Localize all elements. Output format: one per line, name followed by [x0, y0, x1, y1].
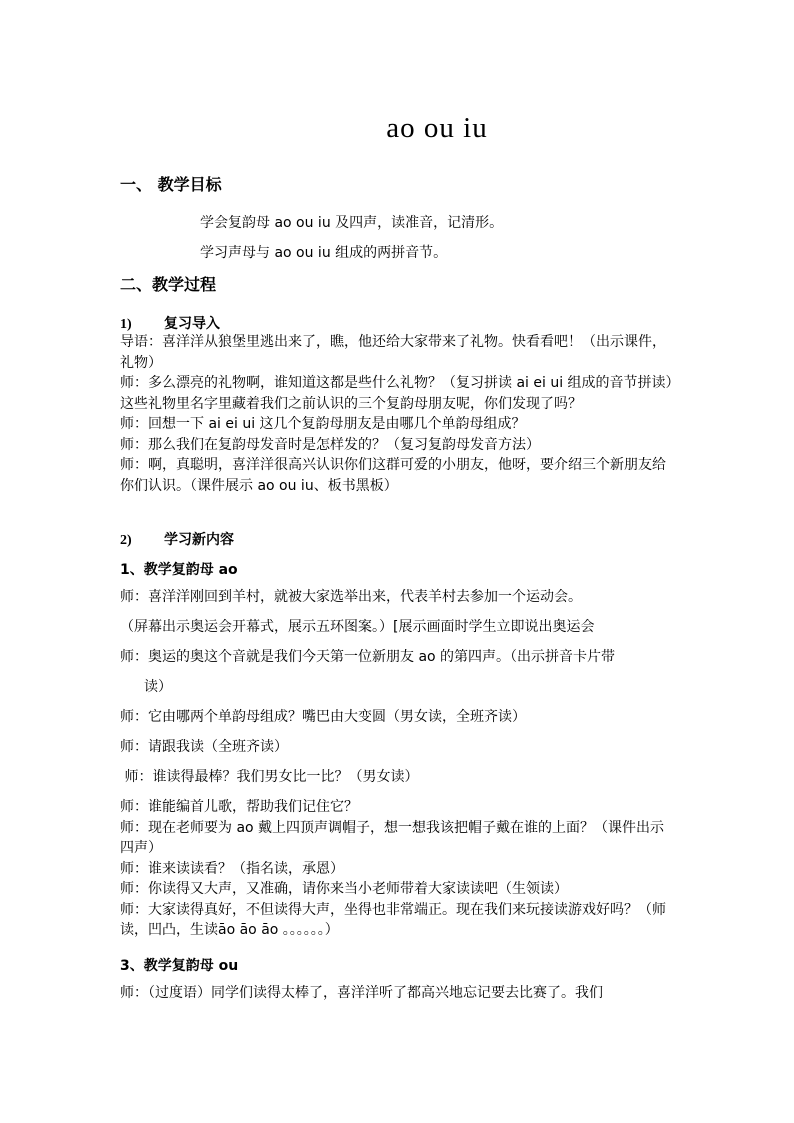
text-line: 师：谁读得最棒？我们男女比一比？（男女读）	[120, 769, 419, 785]
text-line: 师：它由哪两个单韵母组成？嘴巴由大变圆（男女读，全班齐读）	[120, 709, 526, 725]
subheading-label: 复习导入	[164, 316, 220, 332]
text-line: 师：你读得又大声，又准确，请你来当小老师带着大家读读吧（生领读）	[120, 881, 568, 897]
subheading-number: 1)	[120, 317, 132, 332]
goal-item: 学习声母与 ao ou iu 组成的两拼音节。	[200, 245, 448, 261]
text-line: 师：现在老师要为 ao 戴上四顶声调帽子，想一想我该把帽子戴在谁的上面？（课件出示四声）	[120, 819, 665, 856]
subheading-review	[120, 313, 220, 333]
text-line: （屏幕出示奥运会开幕式，展示五环图案。）[展示画面时学生立即说出奥运会	[120, 619, 595, 635]
section-heading-process: 二、教学过程	[120, 275, 217, 294]
text-line: 师：那么我们在复韵母发音时是怎样发的？（复习复韵母发音方法）	[120, 436, 540, 453]
text-line: 师：大家读得真好，不但读得大声，坐得也非常端正。现在我们来玩接读游戏好吗？（师读，凹凸，生读āo āo āo 。。。。。。）	[120, 901, 666, 938]
text-line: 这些礼物里名字里藏着我们之前认识的三个复韵母朋友呢，你们发现了吗？	[120, 395, 582, 412]
text-line: 师：谁能编首儿歌，帮助我们记住它？	[120, 799, 358, 815]
goal-item: 学会复韵母 ao ou iu 及四声，读准音，记清形。	[200, 215, 504, 231]
text-line: 导语：喜洋洋从狼堡里逃出来了，瞧，他还给大家带来了礼物。快看看吧！（出示课件，礼物）	[120, 334, 666, 371]
document-title: ao ou iu	[386, 112, 488, 144]
text-line: 师：喜洋洋刚回到羊村，就被大家选举出来，代表羊村去参加一个运动会。	[120, 589, 582, 605]
subheading-ou: 3、教学复韵母 ou	[120, 958, 239, 974]
text-line: 师：（过度语）同学们读得太棒了，喜洋洋听了都高兴地忘记要去比赛了。我们	[120, 985, 603, 1001]
ao-practice-paragraphs	[120, 797, 676, 941]
subheading-label: 学习新内容	[164, 532, 234, 548]
ou-paragraphs	[120, 978, 676, 1008]
text-line: 师：回想一下 ai ei ui 这几个复韵母朋友是由哪几个单韵母组成？	[120, 416, 526, 432]
text-line: 师：谁来读读看？（指名读，承恩）	[120, 860, 344, 877]
subheading-number: 2)	[120, 533, 132, 548]
text-line: 读）	[144, 679, 172, 695]
text-line: 师：多么漂亮的礼物啊，谁知道这都是些什么礼物？（复习拼读 ai ei ui 组成的音节拼读）	[120, 375, 680, 391]
ao-paragraphs	[120, 582, 676, 792]
text-line: 师：奥运的奥这个音就是我们今天第一位新朋友 ao 的第四声。（出示拼音卡片带	[120, 649, 616, 665]
subheading-new-content	[120, 529, 234, 549]
text-line: 师：请跟我读（全班齐读）	[120, 739, 288, 755]
subheading-ao: 1、教学复韵母 ao	[120, 562, 238, 578]
section-heading-goals: 一、 教学目标	[120, 175, 222, 194]
review-paragraphs	[120, 332, 680, 496]
text-line: 师：啊，真聪明，喜洋洋很高兴认识你们这群可爱的小朋友，他呀，要介绍三个新朋友给你们认识。（课件展示 ao ou iu、板书黑板）	[120, 457, 666, 494]
